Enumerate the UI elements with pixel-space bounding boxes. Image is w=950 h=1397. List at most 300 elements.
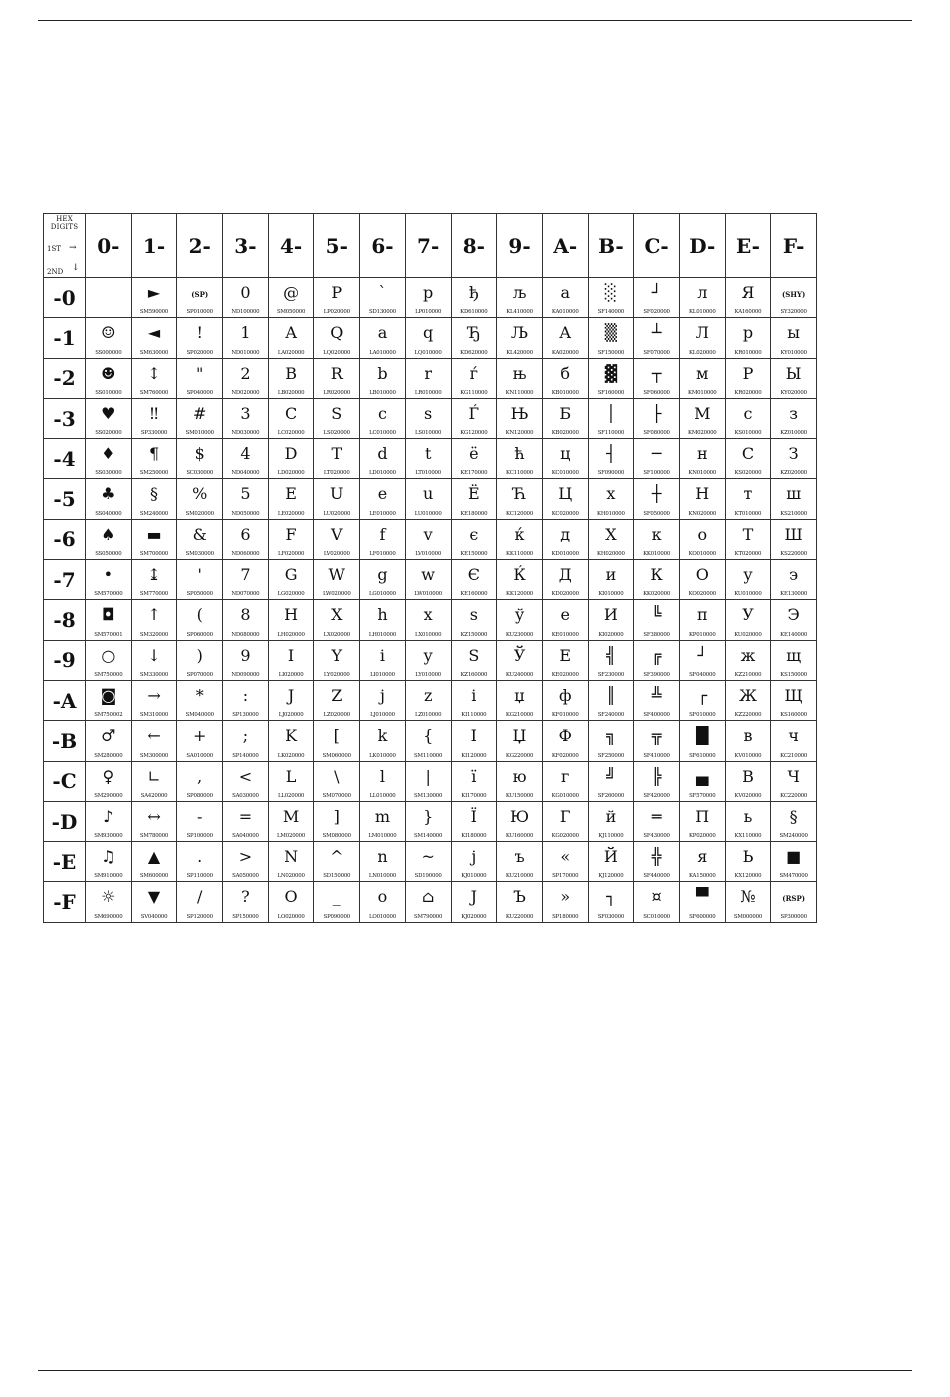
character-cell — [771, 479, 817, 519]
character-glyph: В — [742, 766, 754, 786]
character-glyph: е — [560, 605, 570, 625]
character-glyph: ў — [514, 605, 525, 625]
character-glyph: Ў — [513, 645, 526, 665]
character-cell — [588, 358, 634, 398]
character-id: SM930000 — [94, 833, 123, 840]
character-id: LW010000 — [414, 591, 442, 598]
character-glyph: * — [195, 685, 204, 705]
character-glyph: 4 — [240, 444, 251, 464]
character-cell — [314, 398, 360, 438]
character-glyph: j — [471, 847, 477, 867]
character-id: SM290000 — [94, 792, 123, 799]
character-glyph: э — [789, 565, 799, 585]
character-id: SF440000 — [643, 873, 670, 880]
character-cell — [679, 358, 725, 398]
character-id: SP080000 — [186, 792, 213, 799]
character-glyph: ○ — [101, 645, 116, 665]
character-cell — [177, 801, 223, 841]
character-cell — [771, 801, 817, 841]
character-id: LU020000 — [323, 510, 351, 517]
character-id: SM770000 — [139, 591, 169, 598]
character-id: SD190000 — [414, 873, 442, 880]
character-cell — [634, 801, 680, 841]
character-id: LR010000 — [414, 389, 442, 396]
character-id: KK010000 — [643, 551, 671, 558]
character-id: LZ010000 — [415, 712, 442, 719]
character-glyph: л — [697, 283, 708, 302]
character-cell — [177, 278, 223, 318]
character-glyph: Y — [331, 645, 343, 665]
character-cell — [497, 640, 543, 680]
character-id: KE140000 — [780, 631, 808, 638]
character-id: KU230000 — [505, 631, 534, 638]
character-id: LS010000 — [415, 430, 442, 437]
code-page-table — [43, 213, 817, 923]
character-cell — [588, 761, 634, 801]
character-id: SM600000 — [139, 873, 169, 880]
character-glyph: г — [561, 766, 570, 786]
character-id: SM790000 — [414, 913, 443, 920]
character-glyph: ╦ — [651, 726, 662, 746]
character-id: SF400000 — [643, 712, 670, 719]
character-id: SM140000 — [414, 833, 443, 840]
character-glyph: Љ — [510, 323, 529, 343]
character-id: SP020000 — [186, 349, 213, 356]
character-glyph: / — [197, 887, 203, 907]
character-id: SF070000 — [643, 349, 670, 356]
character-id: LG020000 — [277, 591, 305, 598]
character-glyph: П — [695, 806, 710, 826]
character-cell — [542, 761, 588, 801]
character-id: KI110000 — [461, 712, 487, 719]
character-id: SF080000 — [643, 430, 670, 437]
chart-row — [44, 801, 817, 841]
character-glyph: ! — [196, 323, 203, 343]
character-glyph: ♫ — [101, 847, 116, 867]
character-cell — [177, 640, 223, 680]
character-glyph: є — [469, 524, 479, 544]
character-cell — [497, 761, 543, 801]
character-id: SM780000 — [139, 833, 169, 840]
character-glyph: д — [560, 524, 571, 544]
character-glyph: g — [377, 565, 388, 585]
character-cell — [223, 761, 269, 801]
character-cell — [360, 721, 406, 761]
character-glyph: s — [424, 403, 433, 423]
character-id: SM240000 — [139, 510, 169, 517]
character-id: LP020000 — [323, 309, 350, 316]
character-cell — [497, 479, 543, 519]
character-glyph: ┼ — [651, 484, 662, 504]
character-id: SP090000 — [323, 913, 350, 920]
character-glyph: \ — [334, 766, 340, 786]
character-id: LX010000 — [414, 631, 442, 638]
character-cell — [131, 680, 177, 720]
character-glyph: ▓ — [604, 363, 618, 383]
character-id: KP010000 — [688, 631, 716, 638]
character-cell — [177, 600, 223, 640]
chart-row — [44, 278, 817, 318]
character-id: SF610000 — [689, 752, 716, 759]
character-glyph: ▲ — [147, 847, 161, 867]
character-glyph: - — [197, 806, 203, 826]
character-glyph: U — [330, 484, 344, 504]
character-cell — [497, 882, 543, 922]
character-cell — [314, 882, 360, 922]
character-glyph: ◄ — [147, 323, 161, 343]
character-cell — [86, 398, 132, 438]
character-id: LH020000 — [277, 631, 305, 638]
character-glyph: ♂ — [101, 726, 116, 746]
character-glyph: s — [469, 605, 478, 625]
character-glyph: ќ — [514, 524, 525, 544]
character-glyph: ▬ — [146, 524, 162, 544]
character-cell — [588, 398, 634, 438]
chart-row — [44, 358, 817, 398]
character-glyph: T — [331, 444, 343, 464]
character-cell — [360, 398, 406, 438]
character-id: SF150000 — [597, 349, 625, 356]
chart-row — [44, 721, 817, 761]
character-cell — [679, 278, 725, 318]
character-glyph: м — [696, 363, 709, 383]
character-glyph: Њ — [510, 403, 529, 423]
character-cell — [588, 680, 634, 720]
character-id: SF090000 — [597, 470, 625, 477]
character-id: SF260000 — [597, 792, 625, 799]
character-id: SS050000 — [95, 551, 122, 558]
character-id: KZ020000 — [780, 470, 808, 477]
character-id: KI170000 — [461, 792, 487, 799]
character-id: KY010000 — [780, 349, 807, 356]
character-id: KE170000 — [460, 470, 488, 477]
character-glyph: ← — [147, 726, 161, 746]
character-id: KO020000 — [688, 591, 716, 598]
character-id: KE010000 — [551, 631, 579, 638]
character-cell — [588, 842, 634, 882]
character-cell — [314, 560, 360, 600]
character-cell — [451, 398, 497, 438]
character-id: KH010000 — [597, 510, 625, 517]
character-glyph: ▀ — [696, 887, 709, 907]
character-cell — [360, 882, 406, 922]
column-header: C- — [634, 214, 680, 278]
character-id: KU240000 — [505, 671, 534, 678]
row-header: -F — [44, 882, 86, 922]
character-glyph: з — [789, 403, 799, 423]
character-cell — [131, 761, 177, 801]
character-cell — [405, 318, 451, 358]
chart-row — [44, 439, 817, 479]
character-id: SA010000 — [186, 752, 213, 759]
character-glyph: S — [468, 645, 480, 665]
character-id: SP050000 — [186, 591, 213, 598]
character-cell — [588, 640, 634, 680]
character-cell — [725, 560, 771, 600]
character-cell — [177, 560, 223, 600]
character-cell — [405, 560, 451, 600]
character-id: ND020000 — [231, 389, 260, 396]
character-glyph: ` — [378, 283, 387, 302]
character-glyph: W — [328, 565, 345, 585]
character-cell — [268, 519, 314, 559]
character-id: KD610000 — [460, 309, 488, 316]
character-cell — [177, 882, 223, 922]
character-glyph: Г — [559, 806, 571, 826]
character-cell — [588, 721, 634, 761]
column-header: D- — [679, 214, 725, 278]
character-cell — [86, 439, 132, 479]
character-glyph: j — [379, 685, 385, 705]
character-glyph: ┘ — [651, 283, 662, 302]
character-cell — [451, 439, 497, 479]
chart-row — [44, 882, 817, 922]
character-cell — [771, 842, 817, 882]
character-glyph: Х — [605, 524, 617, 544]
column-header: 3- — [223, 214, 269, 278]
character-cell — [177, 318, 223, 358]
character-id: KC010000 — [551, 470, 579, 477]
character-id: LQ010000 — [414, 349, 442, 356]
character-id: SF050000 — [643, 510, 670, 517]
character-glyph: D — [284, 444, 298, 464]
character-id: SM010000 — [185, 430, 214, 437]
character-cell — [497, 318, 543, 358]
character-id: KG110000 — [460, 389, 488, 396]
character-glyph: п — [696, 605, 708, 625]
character-cell — [451, 560, 497, 600]
character-cell — [268, 358, 314, 398]
character-id: SA050000 — [232, 873, 259, 880]
character-cell — [314, 278, 360, 318]
character-cell — [268, 680, 314, 720]
character-glyph: Я — [741, 283, 755, 302]
character-cell — [725, 640, 771, 680]
character-cell — [771, 398, 817, 438]
character-cell — [725, 479, 771, 519]
character-glyph: ♥ — [101, 403, 116, 423]
character-glyph: ► — [147, 283, 161, 302]
character-glyph: B — [285, 363, 297, 383]
character-glyph: c — [377, 403, 387, 423]
character-glyph: V — [331, 524, 343, 544]
chart-row — [44, 318, 817, 358]
character-id: KN120000 — [505, 430, 534, 437]
character-id: KA020000 — [551, 349, 579, 356]
character-glyph: x — [423, 605, 433, 625]
character-id: KS020000 — [734, 470, 762, 477]
character-id: KG220000 — [505, 752, 534, 759]
row-header: -2 — [44, 358, 86, 398]
character-id: SM020000 — [185, 510, 214, 517]
character-glyph: P — [331, 283, 343, 302]
character-cell — [451, 278, 497, 318]
character-cell — [451, 842, 497, 882]
row-header: -3 — [44, 398, 86, 438]
character-glyph: ├ — [651, 403, 662, 423]
character-cell — [131, 640, 177, 680]
character-glyph: т — [743, 484, 753, 504]
character-id: LC020000 — [277, 430, 305, 437]
character-id: ND100000 — [231, 309, 260, 316]
character-cell — [725, 801, 771, 841]
character-cell — [771, 640, 817, 680]
character-glyph: I — [287, 645, 295, 665]
character-cell — [131, 519, 177, 559]
character-id: SM300000 — [139, 752, 169, 759]
character-id: SP150000 — [232, 913, 259, 920]
bottom-rule — [38, 1370, 912, 1371]
character-glyph: К — [650, 565, 663, 585]
character-cell — [268, 318, 314, 358]
arrow-right-icon: → — [69, 243, 77, 253]
character-id: SM320000 — [139, 631, 169, 638]
character-glyph: Џ — [512, 726, 527, 746]
character-cell — [679, 680, 725, 720]
character-id: LM010000 — [368, 833, 397, 840]
code-page-body — [44, 278, 817, 923]
character-cell — [451, 721, 497, 761]
character-id: LQ020000 — [323, 349, 351, 356]
column-header: 6- — [360, 214, 406, 278]
character-cell — [268, 439, 314, 479]
character-cell — [497, 600, 543, 640]
character-id: KS010000 — [734, 430, 762, 437]
character-cell — [405, 479, 451, 519]
character-id: SS040000 — [95, 510, 122, 517]
character-id: LA010000 — [369, 349, 396, 356]
character-glyph: у — [743, 565, 753, 585]
character-cell — [268, 842, 314, 882]
character-id: KK120000 — [506, 591, 534, 598]
column-header: 2- — [177, 214, 223, 278]
character-glyph: Е — [559, 645, 572, 665]
character-id: KZ210000 — [734, 671, 762, 678]
character-glyph: 5 — [240, 484, 251, 504]
character-id: SM000000 — [733, 913, 763, 920]
character-cell — [405, 439, 451, 479]
character-cell — [634, 278, 680, 318]
character-id: KC020000 — [551, 510, 579, 517]
character-cell — [679, 761, 725, 801]
character-id: SF600000 — [689, 913, 716, 920]
character-cell — [679, 801, 725, 841]
character-glyph: p — [423, 283, 434, 302]
character-cell — [725, 318, 771, 358]
character-glyph: t — [424, 444, 432, 464]
character-glyph: З — [788, 444, 799, 464]
character-glyph: « — [560, 847, 571, 867]
character-id: KE180000 — [460, 510, 488, 517]
row-header: -7 — [44, 560, 86, 600]
character-cell — [542, 801, 588, 841]
character-id: SM570000 — [94, 591, 123, 598]
character-cell — [725, 761, 771, 801]
character-id: KC220000 — [780, 792, 808, 799]
character-cell — [223, 842, 269, 882]
character-glyph: ю — [512, 766, 527, 786]
character-cell — [725, 600, 771, 640]
character-cell — [679, 318, 725, 358]
character-cell — [405, 600, 451, 640]
character-glyph: а — [560, 283, 570, 302]
character-id: KA160000 — [734, 309, 762, 316]
character-glyph: ♠ — [101, 524, 116, 544]
character-glyph: ╬ — [651, 847, 662, 867]
character-id: SM310000 — [139, 712, 169, 719]
character-glyph: X — [331, 605, 343, 625]
character-glyph: § — [789, 806, 798, 826]
character-glyph: А — [559, 323, 572, 343]
character-cell — [86, 600, 132, 640]
character-cell — [725, 842, 771, 882]
character-glyph: ☺ — [101, 323, 116, 343]
character-id: SP130000 — [232, 712, 259, 719]
character-glyph: ё — [469, 444, 479, 464]
character-cell — [314, 519, 360, 559]
character-glyph: ▼ — [147, 887, 161, 907]
character-glyph: O — [284, 887, 298, 907]
character-glyph: N — [284, 847, 299, 867]
character-glyph: ъ — [514, 847, 525, 867]
character-cell — [634, 882, 680, 922]
character-id: SF140000 — [597, 309, 625, 316]
chart-row — [44, 560, 817, 600]
character-cell — [223, 439, 269, 479]
character-id: KS150000 — [780, 671, 807, 678]
character-glyph: 8 — [240, 605, 251, 625]
character-cell — [223, 560, 269, 600]
character-cell — [405, 761, 451, 801]
character-id: KU020000 — [734, 631, 762, 638]
character-cell — [223, 882, 269, 922]
character-cell — [360, 842, 406, 882]
character-glyph: F — [285, 524, 297, 544]
character-cell — [177, 680, 223, 720]
character-cell — [725, 882, 771, 922]
character-glyph: ╔ — [651, 645, 662, 665]
character-id: LE020000 — [277, 510, 305, 517]
character-id: KZ220000 — [734, 712, 762, 719]
character-id: KJ010000 — [461, 873, 487, 880]
character-cell — [405, 801, 451, 841]
character-glyph: = — [238, 806, 253, 826]
character-id: KY020000 — [780, 389, 807, 396]
character-id: SD150000 — [323, 873, 351, 880]
chart-row — [44, 761, 817, 801]
character-glyph: 2 — [240, 363, 251, 383]
character-cell — [314, 439, 360, 479]
character-glyph: v — [423, 524, 433, 544]
character-cell — [86, 640, 132, 680]
character-glyph: A — [285, 323, 297, 343]
row-header: -E — [44, 842, 86, 882]
character-id: SM030000 — [185, 551, 214, 558]
character-glyph: 7 — [240, 565, 251, 585]
character-cell — [223, 640, 269, 680]
character-cell — [771, 519, 817, 559]
character-cell — [497, 680, 543, 720]
character-cell — [223, 479, 269, 519]
character-id: SF570000 — [689, 792, 716, 799]
character-cell — [405, 519, 451, 559]
character-glyph: ╩ — [651, 685, 662, 705]
character-cell — [634, 479, 680, 519]
character-cell — [314, 479, 360, 519]
character-glyph: n — [377, 847, 388, 867]
character-cell — [588, 560, 634, 600]
character-cell — [405, 278, 451, 318]
